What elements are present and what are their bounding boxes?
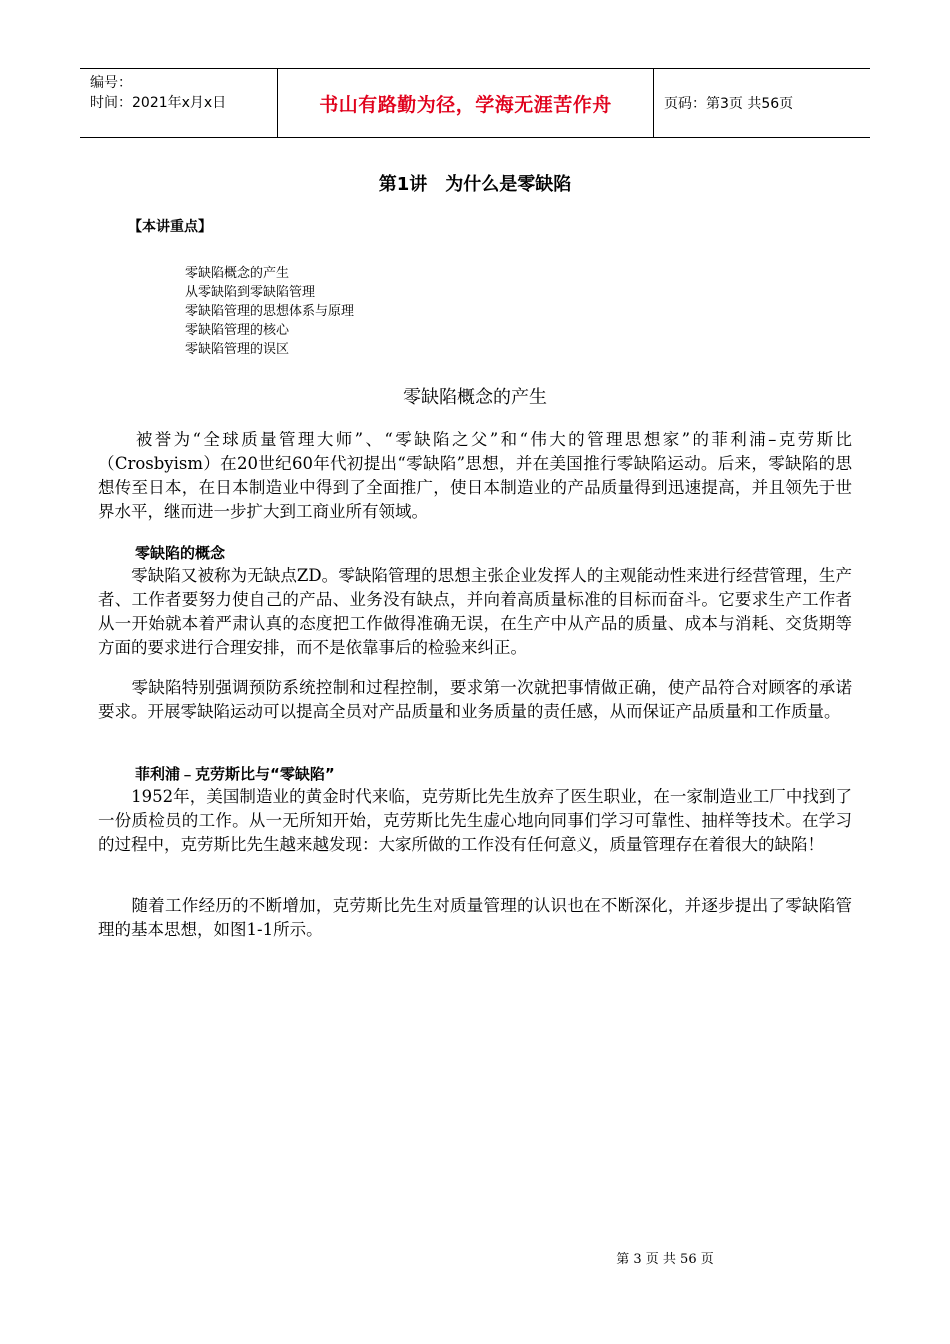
page-footer <box>0 1248 950 1267</box>
intro-paragraph: 被誉为“全球质量管理大师”、“零缺陷之父”和“伟大的管理思想家”的菲利浦–克劳斯比（Crosbyism）在20世纪60年代初提出“零缺陷”思想，并在美国推行零缺陷运动。后来，零缺陷的思想传至日本，在日本制造业中得到了全面推广，使日本制造业的产品质量得到迅速提高，并且领先于世界水平，继而进一步扩大到工商业所有领域。 <box>98 430 852 521</box>
footer-text: 第 3 页 共 56 页 <box>616 1252 714 1267</box>
section-title: 零缺陷概念的产生 <box>403 387 547 408</box>
header-motto-cell <box>278 69 654 137</box>
subsection-title-crosby: 菲利浦﹣克劳斯比与“零缺陷” <box>135 765 335 783</box>
header-left-cell <box>80 69 278 137</box>
page-info: 页码：第3页 共56页 <box>664 96 794 112</box>
key-point-item: 从零缺陷到零缺陷管理 <box>185 285 316 300</box>
concept-paragraph-1: 零缺陷又被称为无缺点ZD。零缺陷管理的思想主张企业发挥人的主观能动性来进行经营管理，生产者、工作者要努力使自己的产品、业务没有缺点，并向着高质量标准的目标而奋斗。它要求生产工作者从一开始就本着严肃认真的态度把工作做得准确无误，在生产中从产品的质量、成本与消耗、交货期等方面的要求进行合理安排，而不是依靠事后的检验来纠正。 <box>98 566 852 657</box>
lecture-title-text: 第1讲 为什么是零缺陷 <box>378 174 572 195</box>
number-label: 编号： <box>90 75 132 91</box>
lecture-title <box>0 170 950 196</box>
date-label: 时间：2021年x月x日 <box>90 95 227 111</box>
crosby-paragraph-2: 随着工作经历的不断增加，克劳斯比先生对质量管理的认识也在不断深化，并逐步提出了零缺陷管理的基本思想，如图1-1所示。 <box>98 896 852 939</box>
key-point-item: 零缺陷管理的思想体系与原理 <box>185 304 355 319</box>
key-points-list <box>185 264 354 359</box>
motto-text: 书山有路勤为径，学海无涯苦作舟 <box>319 93 612 116</box>
key-point-item: 零缺陷管理的核心 <box>185 323 290 338</box>
subsection-title-concept: 零缺陷的概念 <box>135 544 226 562</box>
key-point-item: 零缺陷管理的误区 <box>185 342 290 357</box>
crosby-paragraph-1: 1952年，美国制造业的黄金时代来临，克劳斯比先生放弃了医生职业，在一家制造业工厂中找到了一份质检员的工作。从一无所知开始，克劳斯比先生虚心地向同事们学习可靠性、抽样等技术。在学习的过程中，克劳斯比先生越来越发现：大家所做的工作没有任何意义，质量管理存在着很大的缺陷！ <box>98 787 852 854</box>
focus-label: 【本讲重点】 <box>128 219 212 235</box>
key-point-item: 零缺陷概念的产生 <box>185 266 290 281</box>
header-table <box>80 68 870 138</box>
header-page-cell <box>654 69 870 137</box>
concept-paragraph-2: 零缺陷特别强调预防系统控制和过程控制，要求第一次就把事情做正确，使产品符合对顾客的承诺要求。开展零缺陷运动可以提高全员对产品质量和业务质量的责任感，从而保证产品质量和工作质量。 <box>98 678 852 721</box>
